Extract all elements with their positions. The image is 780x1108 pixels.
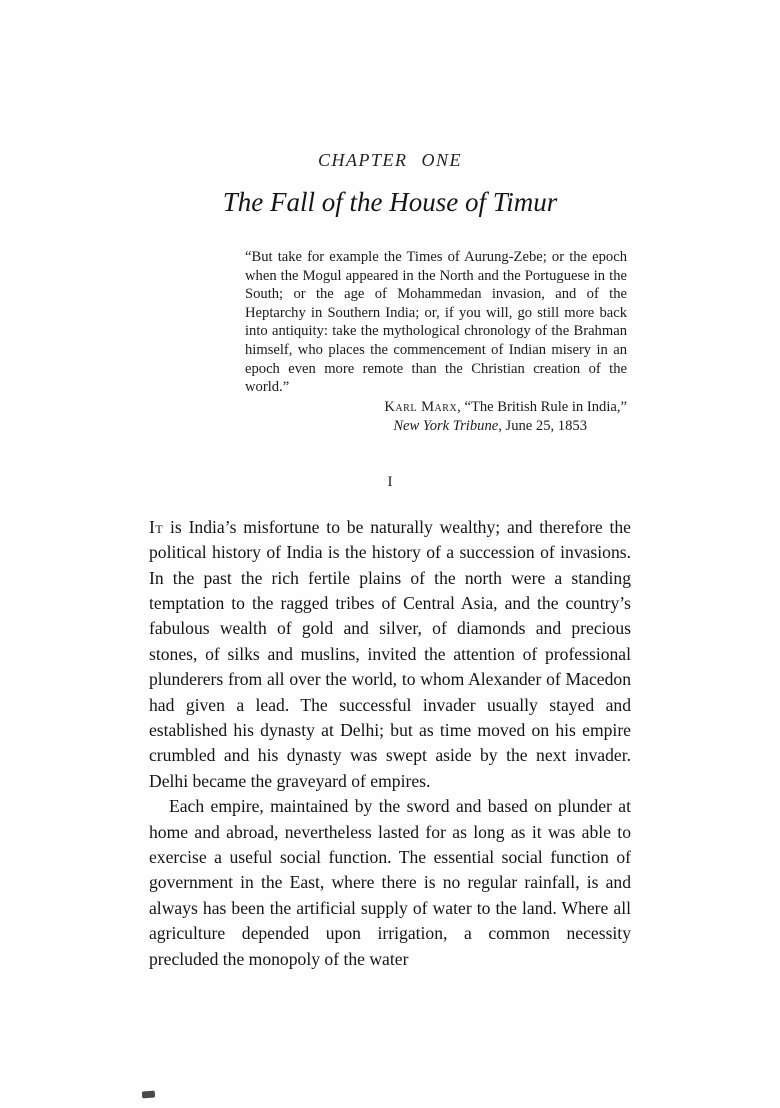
chapter-title: The Fall of the House of Timur: [222, 187, 558, 217]
attribution-publication: New York Tribune: [393, 417, 499, 434]
epigraph-quote: “But take for example the Times of Aurung-Zebe; or the epoch when the Mogul appeared in the North and the Portuguese in the South; or the age of Mohammedan invasion, and of the Heptarchy in Southern India; or, if you will, go still more back into antiquity: take the mythological chronology of the Brahman himself, who places the commencement of Indian misery in an epoch even more remote than the Christian creation of the world.”: [245, 249, 627, 396]
epigraph-attribution: [245, 398, 627, 436]
attribution-line-2: [245, 417, 627, 436]
body-paragraph-2: Each empire, maintained by the sword and based on plunder at home and abroad, nevertheless lasted for as long as it was able to exercise a useful social function. The essential social function of government in the East, where there is no regular rainfall, is and always has been the artificial supply of water to the land. Where all agriculture depended upon irrigation, a common necessity precluded the monopoly of the water: [149, 796, 631, 969]
attribution-author: Karl Marx: [384, 398, 458, 415]
paragraph-1-text: is India’s misfortune to be naturally wealthy; and therefore the political history of India is the history of a succession of invasions. In the past the rich fertile plains of the north were a standing temptation to the ragged tribes of Central Asia, and the country’s fabulous wealth of gold and silver, of diamonds and precious stones, of silks and muslins, invited the attention of professional plunderers from all over the world, to whom Alexander of Macedon had given a lead. The successful invader usually stayed and established his dynasty at Delhi; but as time moved on his empire crumbled and his dynasty was swept aside by the next invader. Delhi became the graveyard of empires.: [149, 516, 631, 791]
page-content: [149, 0, 631, 972]
attribution-date: , June 25, 1853: [498, 417, 587, 434]
epigraph: [245, 248, 627, 436]
scan-artifact-mark: [142, 1091, 155, 1099]
body-text: [149, 515, 631, 972]
section-marker: I: [387, 473, 393, 490]
attribution-line-1: [245, 398, 627, 417]
paragraph-lead-caps: It: [149, 516, 164, 537]
chapter-label: CHAPTER ONE: [318, 150, 462, 170]
attribution-work-title: , “The British Rule in India,”: [457, 398, 627, 415]
body-paragraph-1: [149, 515, 631, 794]
